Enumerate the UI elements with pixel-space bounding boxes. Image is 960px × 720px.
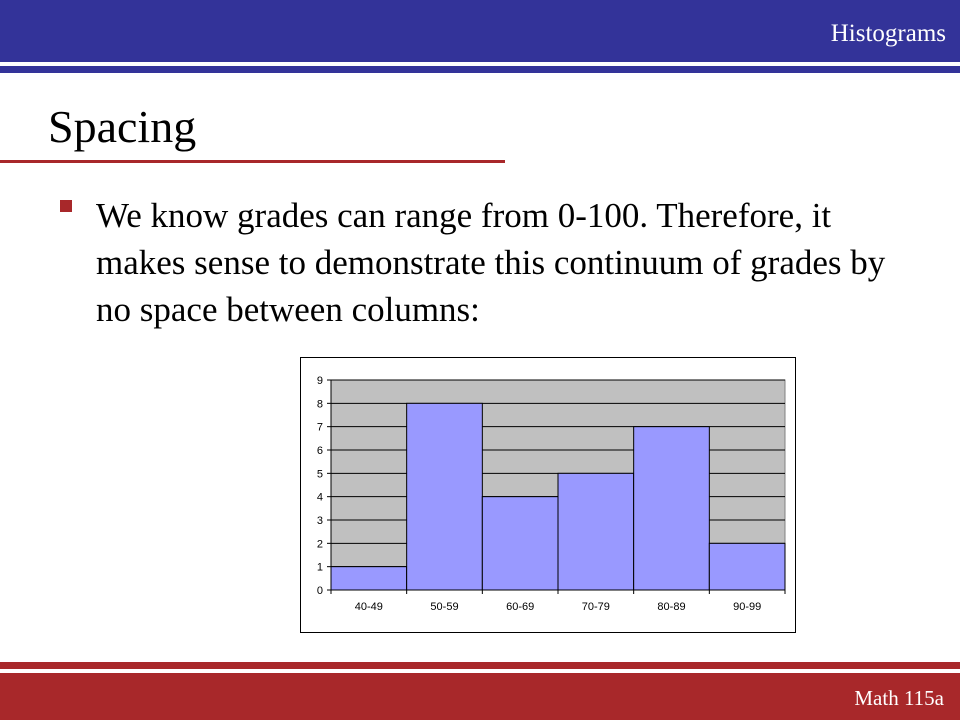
histogram-bar	[407, 403, 483, 590]
x-tick-label: 60-69	[506, 601, 535, 613]
y-tick-label: 2	[316, 538, 323, 551]
y-tick-label: 8	[316, 398, 323, 411]
footer-line	[0, 662, 960, 669]
histogram-bar	[558, 473, 634, 590]
y-tick-label: 1	[316, 561, 323, 574]
y-tick-label: 9	[316, 375, 323, 387]
x-tick-label: 50-59	[430, 601, 459, 613]
histogram-bar	[709, 543, 785, 590]
bullet-text: We know grades can range from 0-100. Therefore, it makes sense to demonstrate this continuum of grades by no space between columns:	[96, 196, 886, 329]
histogram-svg	[301, 358, 795, 632]
x-tick-label: 80-89	[657, 601, 686, 613]
histogram-bar	[482, 497, 558, 590]
slide-title: Spacing	[48, 101, 197, 152]
x-tick-label: 70-79	[581, 601, 610, 613]
title-underline	[0, 160, 505, 163]
header-line	[0, 66, 960, 73]
y-tick-label: 6	[316, 445, 323, 457]
header-bar	[0, 0, 960, 62]
y-tick-label: 4	[316, 491, 323, 504]
y-tick-label: 7	[316, 421, 323, 434]
y-tick-label: 0	[316, 585, 323, 597]
footer-text: Math 115a	[854, 686, 944, 710]
x-tick-label: 90-99	[733, 601, 762, 613]
header-title: Histograms	[830, 20, 946, 47]
histogram-chart	[300, 357, 796, 633]
y-tick-label: 3	[316, 515, 323, 527]
y-tick-label: 5	[316, 468, 323, 481]
bullet-square-icon	[60, 200, 72, 212]
histogram-bar	[634, 427, 710, 590]
histogram-bar	[331, 567, 407, 590]
footer-bar	[0, 673, 960, 720]
x-tick-label: 40-49	[354, 601, 383, 613]
